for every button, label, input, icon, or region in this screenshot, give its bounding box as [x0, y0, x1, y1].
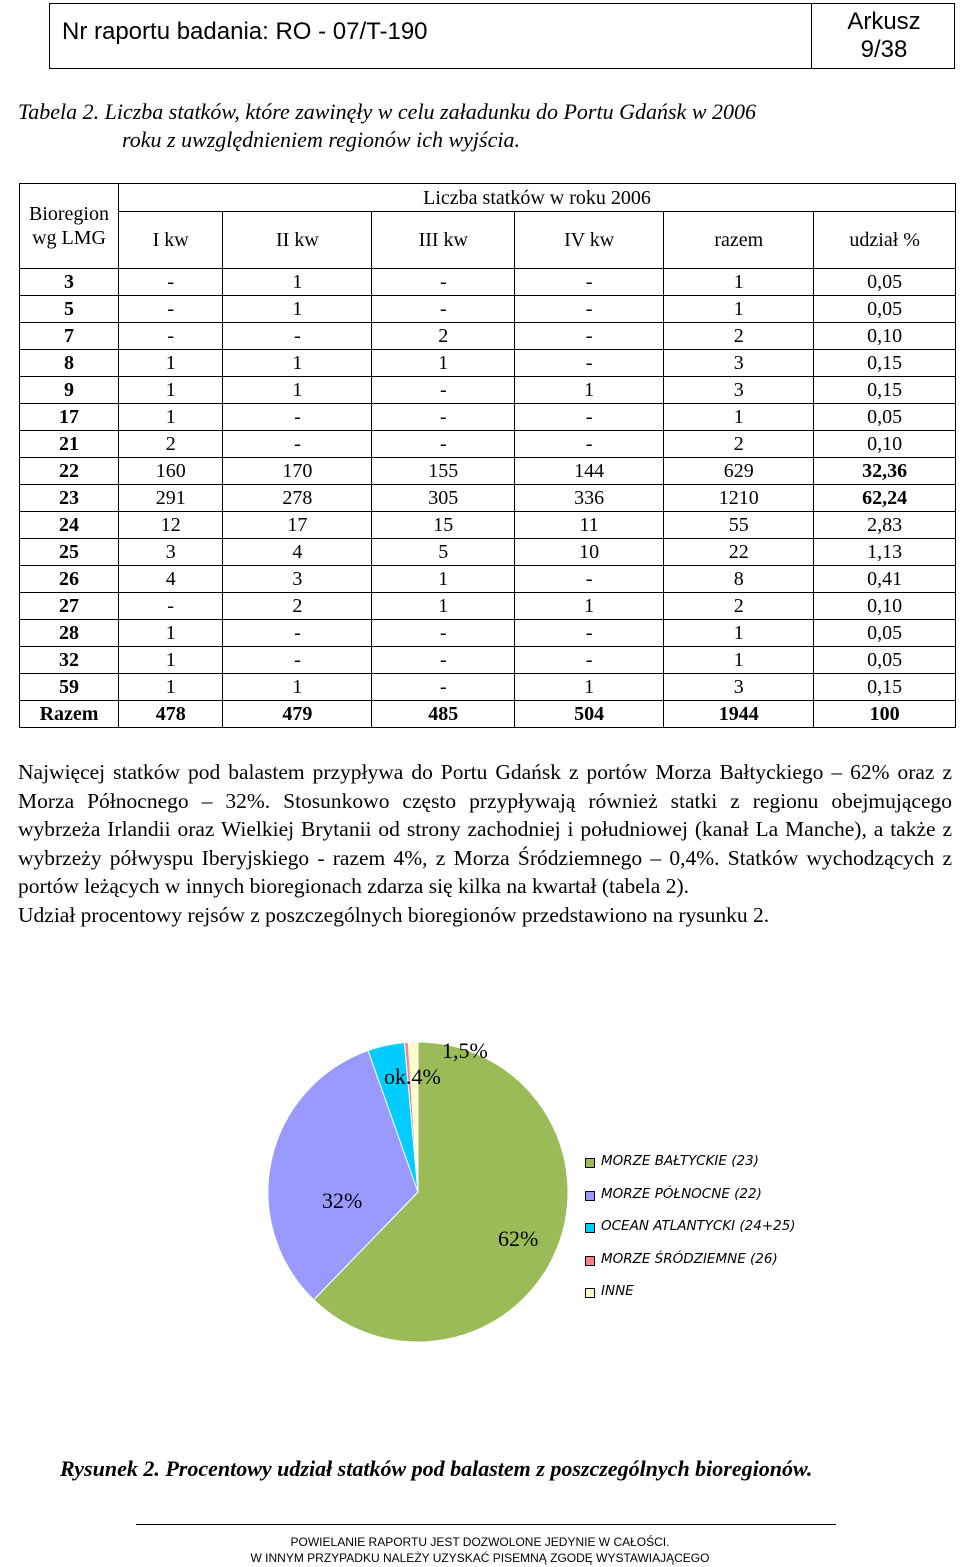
table-cell: -	[515, 566, 664, 593]
legend-label: MORZE PÓŁNOCNE (22)	[601, 1185, 762, 1202]
table-row	[20, 431, 956, 458]
table-cell: 3	[223, 566, 372, 593]
footer	[0, 1534, 960, 1566]
table-row	[20, 674, 956, 701]
table-cell: 55	[664, 512, 814, 539]
table-row	[20, 566, 956, 593]
table-cell: 4	[119, 566, 223, 593]
table-cell: 0,05	[814, 647, 956, 674]
region-cell: 22	[20, 458, 119, 485]
region-cell: 7	[20, 323, 119, 350]
region-cell: 25	[20, 539, 119, 566]
table-row	[20, 620, 956, 647]
column-header-row	[20, 212, 956, 269]
table-cell: 2	[223, 593, 372, 620]
table-row	[20, 458, 956, 485]
table-cell: -	[372, 296, 515, 323]
column-header: razem	[664, 212, 814, 269]
table-cell: 3	[119, 539, 223, 566]
total-cell: 478	[119, 701, 223, 728]
legend-swatch	[585, 1288, 595, 1298]
label-north-sea: 32%	[322, 1188, 363, 1213]
table-cell: 0,10	[814, 323, 956, 350]
table-cell: 15	[372, 512, 515, 539]
region-cell: 24	[20, 512, 119, 539]
table-cell: 1	[223, 269, 372, 296]
column-header: udział %	[814, 212, 956, 269]
table-cell: 0,10	[814, 431, 956, 458]
table-cell: 1	[664, 647, 814, 674]
region-cell: 17	[20, 404, 119, 431]
table-cell: -	[119, 323, 223, 350]
table-cell: 8	[664, 566, 814, 593]
table-cell: -	[372, 674, 515, 701]
table-cell: -	[372, 404, 515, 431]
column-header: IV kw	[515, 212, 664, 269]
table-cell: 144	[515, 458, 664, 485]
table-cell: 0,41	[814, 566, 956, 593]
table-cell: 278	[223, 485, 372, 512]
table-row	[20, 269, 956, 296]
table-cell: 3	[664, 377, 814, 404]
table-cell: 1	[119, 350, 223, 377]
table-cell: 1	[223, 350, 372, 377]
total-cell: 479	[223, 701, 372, 728]
column-header: II kw	[223, 212, 372, 269]
body-paragraph-1: Najwięcej statków pod balastem przypływa do Portu Gdańsk z portów Morza Bałtyckiego – 62% oraz z Morza Północnego – 32%. Stosunkowo często przypływają również statki z regionu obejmującego wybrzeża Irlandii oraz Wielkiej Brytanii od strony zachodniej i południowej (kanał La Manche), a także z wybrzeży półwyspu Iberyjskiego - razem 4%, z Morza Śródziemnego – 0,4%. Statków wychodzących z portów leżących w innych bioregionach zdarza się kilka na kwartał (tabela 2).	[18, 760, 952, 898]
table-cell: -	[372, 431, 515, 458]
table-cell: -	[515, 431, 664, 458]
table-caption-line1: Tabela 2. Liczba statków, które zawinęły w celu załadunku do Portu Gdańsk w 2006	[18, 99, 756, 124]
table-cell: 1	[664, 404, 814, 431]
table-cell: 0,15	[814, 350, 956, 377]
table-cell: 305	[372, 485, 515, 512]
table-cell: 17	[223, 512, 372, 539]
column-header: III kw	[372, 212, 515, 269]
table-cell: 1	[664, 620, 814, 647]
table-cell: -	[515, 620, 664, 647]
table-cell: -	[515, 350, 664, 377]
table-cell: 1	[119, 377, 223, 404]
total-cell: 504	[515, 701, 664, 728]
region-cell: 59	[20, 674, 119, 701]
table-cell: 1	[372, 593, 515, 620]
table-cell: -	[119, 593, 223, 620]
table-cell: 291	[119, 485, 223, 512]
region-cell: 21	[20, 431, 119, 458]
region-cell: 28	[20, 620, 119, 647]
ships-table	[19, 183, 956, 728]
table-cell: 32,36	[814, 458, 956, 485]
table-cell: 1210	[664, 485, 814, 512]
region-cell: 8	[20, 350, 119, 377]
table-cell: -	[372, 647, 515, 674]
table-cell: 1	[372, 566, 515, 593]
table-cell: 336	[515, 485, 664, 512]
legend-label: OCEAN ATLANTYCKI (24+25)	[601, 1218, 796, 1234]
table-row	[20, 539, 956, 566]
total-cell: Razem	[20, 701, 119, 728]
table-cell: 1	[515, 377, 664, 404]
table-cell: 22	[664, 539, 814, 566]
region-cell: 23	[20, 485, 119, 512]
group-header: Liczba statków w roku 2006	[119, 184, 956, 212]
legend-label: INNE	[601, 1283, 634, 1299]
table-cell: 3	[664, 674, 814, 701]
body-paragraph-2: Udział procentowy rejsów z poszczególnych bioregionów przedstawiono na rysunku 2.	[18, 902, 770, 927]
table-cell: 11	[515, 512, 664, 539]
table-cell: -	[515, 323, 664, 350]
table-cell: 4	[223, 539, 372, 566]
total-cell: 1944	[664, 701, 814, 728]
table-cell: 2	[664, 323, 814, 350]
region-cell: 3	[20, 269, 119, 296]
table-cell: -	[372, 269, 515, 296]
region-cell: 26	[20, 566, 119, 593]
label-atlantic: ok.4%	[384, 1064, 441, 1089]
table-cell: 2	[664, 431, 814, 458]
table-cell: -	[223, 323, 372, 350]
table-cell: 3	[664, 350, 814, 377]
total-cell: 100	[814, 701, 956, 728]
table-cell: 1,13	[814, 539, 956, 566]
table-row	[20, 377, 956, 404]
region-cell: 5	[20, 296, 119, 323]
legend-swatch	[585, 1191, 595, 1201]
region-cell: 9	[20, 377, 119, 404]
region-cell: 32	[20, 647, 119, 674]
table-row	[20, 593, 956, 620]
table-cell: 1	[515, 593, 664, 620]
table-row	[20, 647, 956, 674]
table-cell: 2	[372, 323, 515, 350]
table-cell: 12	[119, 512, 223, 539]
table-cell: 1	[119, 404, 223, 431]
table-cell: 155	[372, 458, 515, 485]
legend-swatch	[585, 1223, 595, 1233]
table-cell: -	[223, 431, 372, 458]
footer-line-2: W INNYM PRZYPADKU NALEŻY UZYSKAĆ PISEMNĄ ZGODĘ WYSTAWIAJĄCEGO	[250, 1551, 710, 1565]
table-cell: -	[372, 377, 515, 404]
table-row	[20, 350, 956, 377]
table-cell: 0,10	[814, 593, 956, 620]
report-number: Nr raportu badania: RO - 07/T-190	[62, 18, 428, 45]
table-cell: 170	[223, 458, 372, 485]
figure-caption: Rysunek 2. Procentowy udział statków pod balastem z poszczególnych bioregionów.	[60, 1456, 813, 1481]
table-cell: 1	[515, 674, 664, 701]
table-cell: 1	[119, 674, 223, 701]
total-row	[20, 701, 956, 728]
table-cell: 2	[664, 593, 814, 620]
column-header: I kw	[119, 212, 223, 269]
label-baltic: 62%	[498, 1226, 539, 1251]
table-cell: -	[119, 269, 223, 296]
table-row	[20, 404, 956, 431]
sheet-indicator	[812, 8, 956, 64]
table-cell: 62,24	[814, 485, 956, 512]
table-cell: -	[223, 620, 372, 647]
body-text	[18, 758, 952, 929]
table-cell: -	[372, 620, 515, 647]
table-cell: -	[119, 296, 223, 323]
table-caption-line2: roku z uwzględnieniem regionów ich wyjścia.	[122, 127, 520, 152]
table-cell: 0,05	[814, 296, 956, 323]
table-cell: 10	[515, 539, 664, 566]
table-cell: 5	[372, 539, 515, 566]
table-cell: -	[223, 647, 372, 674]
table-cell: 160	[119, 458, 223, 485]
table-row	[20, 296, 956, 323]
region-header: Bioregion wg LMG	[20, 184, 119, 269]
table-cell: 2,83	[814, 512, 956, 539]
table-cell: 0,05	[814, 269, 956, 296]
table-row	[20, 323, 956, 350]
table-cell: 2	[119, 431, 223, 458]
table-cell: 0,15	[814, 674, 956, 701]
region-cell: 27	[20, 593, 119, 620]
table-cell: -	[515, 269, 664, 296]
table-cell: 1	[664, 296, 814, 323]
table-row	[20, 485, 956, 512]
table-group-header-row	[20, 184, 956, 212]
table-cell: 0,05	[814, 620, 956, 647]
report-header	[49, 3, 955, 69]
table-cell: -	[515, 647, 664, 674]
table-cell: 1	[664, 269, 814, 296]
table-cell: 1	[223, 296, 372, 323]
table-cell: 629	[664, 458, 814, 485]
table-cell: -	[223, 404, 372, 431]
table-caption	[18, 98, 898, 154]
legend-label: MORZE BAŁTYCKIE (23)	[601, 1153, 759, 1169]
legend-label: MORZE ŚRÓDZIEMNE (26)	[601, 1250, 778, 1267]
sheet-number: 9/38	[860, 36, 908, 63]
table-cell: 1	[223, 674, 372, 701]
pie-chart	[0, 1030, 960, 1390]
table-row	[20, 512, 956, 539]
table-cell: -	[515, 296, 664, 323]
table-cell: 1	[223, 377, 372, 404]
table-cell: 1	[119, 647, 223, 674]
total-cell: 485	[372, 701, 515, 728]
table-cell: 0,15	[814, 377, 956, 404]
legend-swatch	[585, 1158, 595, 1168]
label-other: 1,5%	[442, 1038, 488, 1063]
table-cell: -	[515, 404, 664, 431]
table-cell: 1	[372, 350, 515, 377]
legend-swatch	[585, 1256, 595, 1266]
sheet-label: Arkusz	[847, 8, 921, 35]
table-cell: 0,05	[814, 404, 956, 431]
table-cell: 1	[119, 620, 223, 647]
footer-line-1: POWIELANIE RAPORTU JEST DOZWOLONE JEDYNIE W CAŁOŚCI.	[290, 1535, 670, 1549]
footer-rule	[136, 1524, 836, 1525]
